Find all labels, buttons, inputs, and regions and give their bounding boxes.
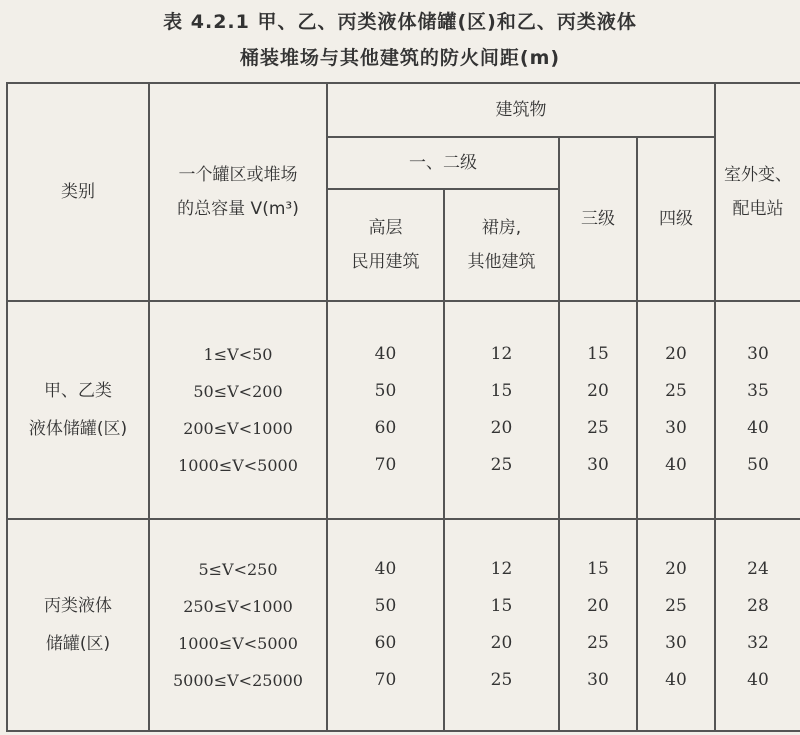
capacity-range: 1≤V<50 bbox=[203, 345, 273, 364]
category-cell bbox=[7, 519, 149, 731]
header-substation bbox=[715, 83, 800, 301]
group-row-class-a-b bbox=[7, 301, 800, 519]
distance-value: 70 bbox=[374, 670, 397, 690]
category-line-2: 液体储罐(区) bbox=[28, 419, 128, 439]
distance-value: 25 bbox=[587, 633, 609, 653]
distance-value: 30 bbox=[747, 344, 769, 364]
distance-value: 25 bbox=[490, 670, 513, 690]
distance-value: 20 bbox=[490, 418, 513, 438]
table-title-line-1: 表 4.2.1 甲、乙、丙类液体储罐(区)和乙、丙类液体 bbox=[163, 11, 637, 33]
podium-distance-cell bbox=[444, 301, 559, 519]
distance-value: 40 bbox=[747, 670, 769, 690]
distance-value: 15 bbox=[587, 559, 609, 579]
header-category-label: 类别 bbox=[61, 182, 95, 202]
distance-value: 50 bbox=[374, 596, 397, 616]
distance-value: 70 bbox=[374, 455, 397, 475]
distance-value: 25 bbox=[490, 455, 513, 475]
grade-3-distance-cell bbox=[559, 301, 637, 519]
substation-distance-cell bbox=[715, 301, 800, 519]
header-substation-line-2: 配电站 bbox=[732, 199, 784, 219]
category-cell bbox=[7, 301, 149, 519]
header-podium-line-2: 其他建筑 bbox=[467, 252, 536, 272]
distance-value: 30 bbox=[587, 670, 609, 690]
grade-4-distance-cell bbox=[637, 519, 715, 731]
header-category bbox=[7, 83, 149, 301]
header-high-rise-line-2: 民用建筑 bbox=[351, 252, 420, 272]
distance-value: 28 bbox=[747, 596, 769, 616]
distance-value: 30 bbox=[587, 455, 609, 475]
distance-value: 20 bbox=[490, 633, 513, 653]
capacity-range-cell bbox=[149, 301, 327, 519]
header-grade-3-label: 三级 bbox=[581, 209, 615, 229]
header-high-rise bbox=[327, 189, 444, 301]
distance-value: 60 bbox=[374, 633, 397, 653]
header-buildings-label: 建筑物 bbox=[495, 100, 547, 120]
capacity-range-cell bbox=[149, 519, 327, 731]
distance-value: 12 bbox=[490, 559, 513, 579]
header-podium-line-1: 裙房, bbox=[481, 218, 522, 238]
podium-distance-cell bbox=[444, 519, 559, 731]
header-grade-4 bbox=[637, 137, 715, 301]
header-capacity bbox=[149, 83, 327, 301]
distance-value: 30 bbox=[665, 418, 687, 438]
header-high-rise-line-1: 高层 bbox=[368, 218, 403, 238]
distance-value: 12 bbox=[490, 344, 513, 364]
distance-value: 40 bbox=[747, 418, 769, 438]
high-rise-distance-cell bbox=[327, 519, 444, 731]
header-grade-3 bbox=[559, 137, 637, 301]
distance-value: 20 bbox=[665, 559, 687, 579]
distance-value: 15 bbox=[490, 596, 513, 616]
high-rise-distance-cell bbox=[327, 301, 444, 519]
capacity-range: 5≤V<250 bbox=[198, 560, 278, 579]
capacity-range: 1000≤V<5000 bbox=[178, 634, 298, 653]
capacity-range: 200≤V<1000 bbox=[183, 419, 293, 438]
distance-value: 25 bbox=[665, 381, 687, 401]
capacity-range: 250≤V<1000 bbox=[183, 597, 293, 616]
distance-value: 20 bbox=[587, 381, 609, 401]
distance-value: 20 bbox=[665, 344, 687, 364]
distance-value: 40 bbox=[374, 344, 397, 364]
substation-distance-cell bbox=[715, 519, 800, 731]
capacity-range: 5000≤V<25000 bbox=[173, 671, 303, 690]
header-grade-1-2 bbox=[327, 137, 559, 189]
distance-value: 50 bbox=[747, 455, 769, 475]
distance-value: 25 bbox=[587, 418, 609, 438]
distance-value: 24 bbox=[747, 559, 769, 579]
distance-value: 40 bbox=[665, 455, 687, 475]
header-buildings bbox=[327, 83, 715, 137]
category-line-2: 储罐(区) bbox=[45, 634, 111, 654]
category-line-1: 丙类液体 bbox=[44, 596, 112, 616]
distance-value: 40 bbox=[665, 670, 687, 690]
capacity-range: 50≤V<200 bbox=[193, 382, 283, 401]
distance-value: 25 bbox=[665, 596, 687, 616]
distance-value: 50 bbox=[374, 381, 397, 401]
header-substation-line-1: 室外变、 bbox=[724, 165, 792, 185]
group-row-class-c bbox=[7, 519, 800, 731]
header-podium bbox=[444, 189, 559, 301]
distance-value: 15 bbox=[490, 381, 513, 401]
fire-distance-table bbox=[6, 82, 800, 732]
table-title-line-2: 桶装堆场与其他建筑的防火间距(m) bbox=[239, 47, 561, 69]
category-line-1: 甲、乙类 bbox=[44, 381, 112, 401]
header-grade-4-label: 四级 bbox=[659, 209, 693, 229]
capacity-range: 1000≤V<5000 bbox=[178, 456, 298, 475]
grade-4-distance-cell bbox=[637, 301, 715, 519]
distance-value: 40 bbox=[374, 559, 397, 579]
distance-value: 30 bbox=[665, 633, 687, 653]
distance-value: 15 bbox=[587, 344, 609, 364]
distance-value: 32 bbox=[747, 633, 769, 653]
distance-value: 20 bbox=[587, 596, 609, 616]
grade-3-distance-cell bbox=[559, 519, 637, 731]
header-capacity-line-1: 一个罐区或堆场 bbox=[178, 165, 298, 185]
distance-value: 60 bbox=[374, 418, 397, 438]
header-capacity-line-2: 的总容量 V(m³) bbox=[177, 199, 299, 219]
header-grade-1-2-label: 一、二级 bbox=[409, 153, 477, 173]
distance-value: 35 bbox=[747, 381, 769, 401]
